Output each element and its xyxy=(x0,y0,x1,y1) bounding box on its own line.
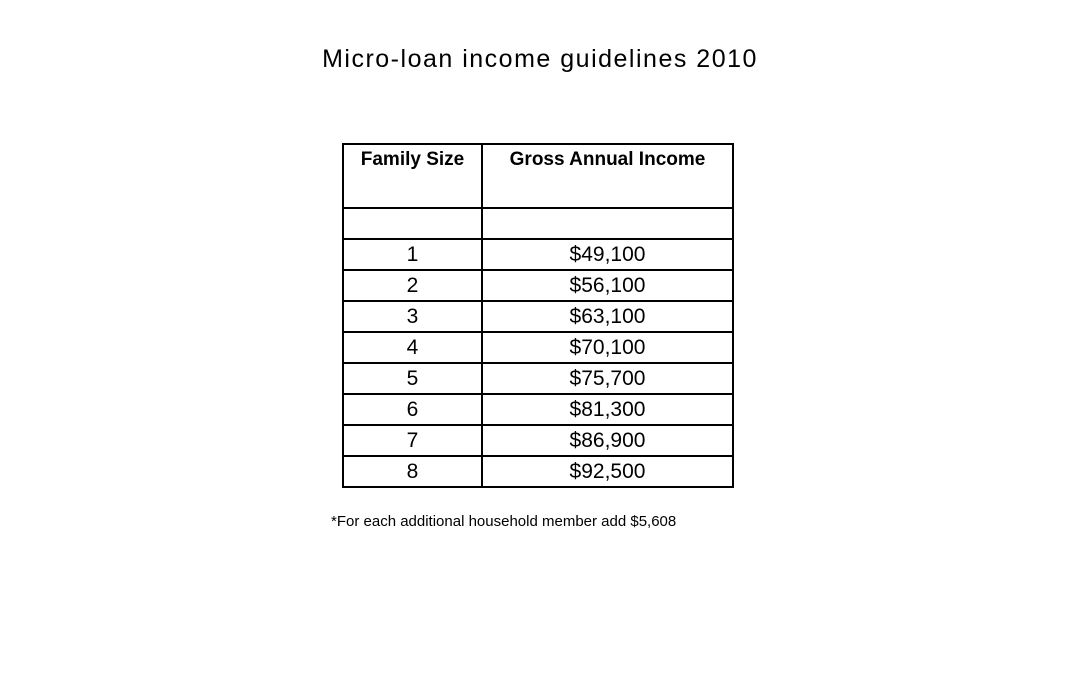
column-header-gross-annual-income: Gross Annual Income xyxy=(482,144,733,208)
family-size-cell: 5 xyxy=(343,363,482,394)
family-size-cell: 4 xyxy=(343,332,482,363)
family-size-cell: 2 xyxy=(343,270,482,301)
income-cell: $81,300 xyxy=(482,394,733,425)
family-size-cell: 3 xyxy=(343,301,482,332)
income-cell xyxy=(482,208,733,239)
income-guidelines-table xyxy=(342,143,734,488)
income-cell: $75,700 xyxy=(482,363,733,394)
table-row xyxy=(343,208,733,239)
income-table-container xyxy=(342,143,734,488)
table-row xyxy=(343,425,733,456)
income-cell: $92,500 xyxy=(482,456,733,487)
table-row xyxy=(343,270,733,301)
table-row xyxy=(343,394,733,425)
table-row xyxy=(343,239,733,270)
table-row xyxy=(343,363,733,394)
column-header-family-size: Family Size xyxy=(343,144,482,208)
income-cell: $70,100 xyxy=(482,332,733,363)
income-cell: $49,100 xyxy=(482,239,733,270)
table-row xyxy=(343,301,733,332)
income-cell: $86,900 xyxy=(482,425,733,456)
income-cell: $56,100 xyxy=(482,270,733,301)
family-size-cell: 7 xyxy=(343,425,482,456)
table-row xyxy=(343,332,733,363)
table-header-row xyxy=(343,144,733,208)
page-title: Micro-loan income guidelines 2010 xyxy=(322,45,758,73)
footnote: *For each additional household member add $5,608 xyxy=(331,513,677,530)
family-size-cell: 1 xyxy=(343,239,482,270)
family-size-cell xyxy=(343,208,482,239)
family-size-cell: 6 xyxy=(343,394,482,425)
table-row xyxy=(343,456,733,487)
family-size-cell: 8 xyxy=(343,456,482,487)
income-cell: $63,100 xyxy=(482,301,733,332)
